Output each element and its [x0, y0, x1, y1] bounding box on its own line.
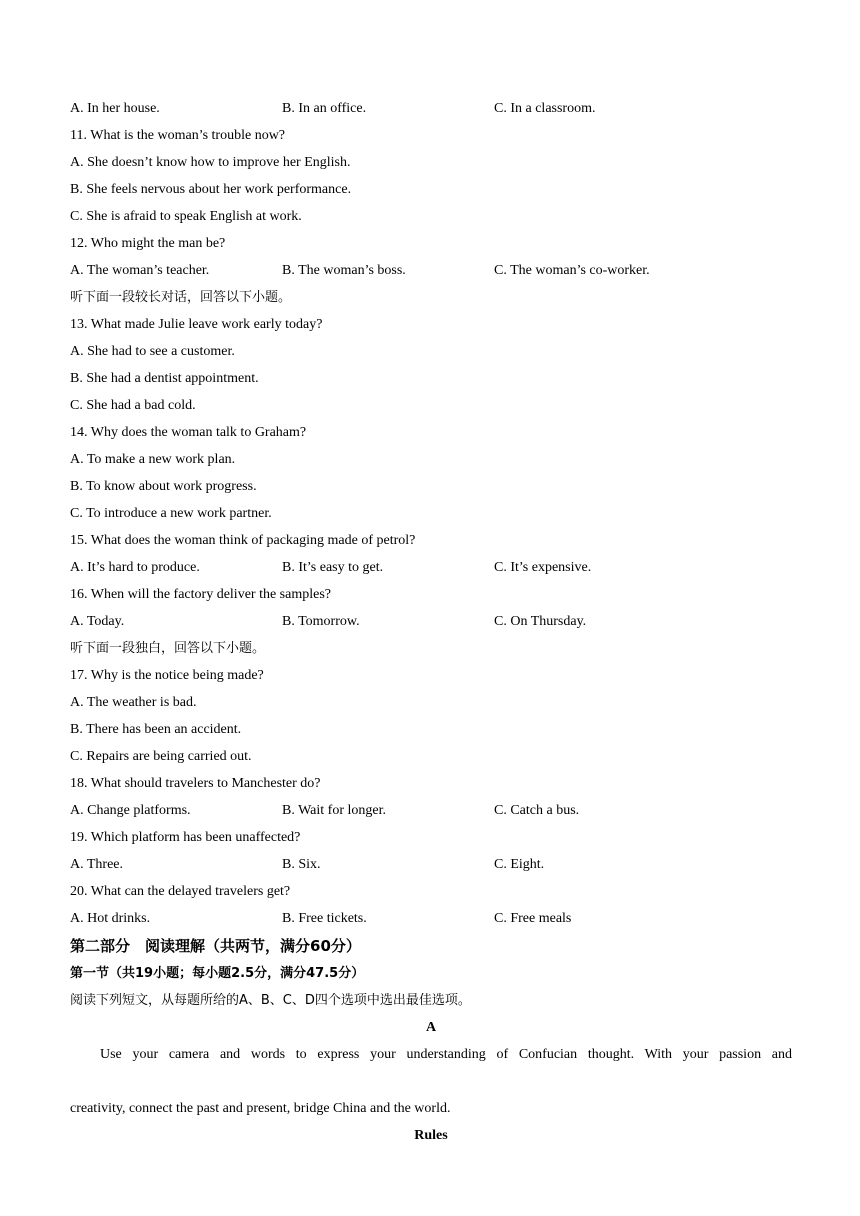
option-c: C. Catch a bus.	[494, 803, 580, 818]
q10-options	[70, 95, 792, 122]
option-b: B. Six.	[282, 857, 321, 872]
reading-instruction: 阅读下列短文，从每题所给的A、B、C、D四个选项中选出最佳选项。	[70, 993, 471, 1008]
option-b: B. In an office.	[282, 101, 367, 116]
option-a: A. The weather is bad.	[70, 695, 197, 710]
q20-options	[70, 905, 792, 932]
question-14: 14. Why does the woman talk to Graham?	[70, 425, 307, 440]
option-a: A. It’s hard to produce.	[70, 560, 200, 575]
option-b: B. Wait for longer.	[282, 803, 386, 818]
monologue-instruction: 听下面一段独白，回答以下小题。	[70, 641, 266, 656]
question-19: 19. Which platform has been unaffected?	[70, 830, 301, 845]
option-c: C. The woman’s co-worker.	[494, 263, 650, 278]
option-a: A. Today.	[70, 614, 125, 629]
q16-options	[70, 608, 792, 635]
q19-options	[70, 851, 792, 878]
option-c: C. Eight.	[494, 857, 545, 872]
option-c: C. In a classroom.	[494, 101, 596, 116]
question-17: 17. Why is the notice being made?	[70, 668, 264, 683]
passage-line-2: creativity, connect the past and present, bridge China and the world.	[70, 1101, 451, 1116]
option-c: C. On Thursday.	[494, 614, 587, 629]
passage-label: A	[425, 1020, 437, 1035]
option-b: B. She feels nervous about her work performance.	[70, 182, 352, 197]
option-b: B. Free tickets.	[282, 911, 367, 926]
question-11: 11. What is the woman’s trouble now?	[70, 128, 286, 143]
option-b: B. She had a dentist appointment.	[70, 371, 259, 386]
rules-heading: Rules	[414, 1128, 448, 1143]
option-c: C. She had a bad cold.	[70, 398, 196, 413]
option-c: C. Repairs are being carried out.	[70, 749, 252, 764]
option-a: A. In her house.	[70, 101, 160, 116]
option-c: C. Free meals	[494, 911, 572, 926]
option-a: A. To make a new work plan.	[70, 452, 236, 467]
option-a: A. Change platforms.	[70, 803, 191, 818]
option-c: C. It’s expensive.	[494, 560, 592, 575]
q15-options	[70, 554, 792, 581]
dialogue-instruction: 听下面一段较长对话，回答以下小题。	[70, 290, 292, 305]
option-b: B. There has been an accident.	[70, 722, 242, 737]
question-18: 18. What should travelers to Manchester do?	[70, 776, 321, 791]
question-20: 20. What can the delayed travelers get?	[70, 884, 291, 899]
option-b: B. The woman’s boss.	[282, 263, 406, 278]
option-b: B. It’s easy to get.	[282, 560, 384, 575]
question-12: 12. Who might the man be?	[70, 236, 226, 251]
option-c: C. To introduce a new work partner.	[70, 506, 272, 521]
question-16: 16. When will the factory deliver the samples?	[70, 587, 331, 602]
question-15: 15. What does the woman think of packaging made of petrol?	[70, 533, 416, 548]
question-13: 13. What made Julie leave work early today?	[70, 317, 323, 332]
q18-options	[70, 797, 792, 824]
passage-line-1: Use your camera and words to express your understanding of Confucian thought. With your passion and	[100, 1047, 792, 1062]
part-two-heading: 第二部分 阅读理解（共两节，满分60分）	[70, 937, 361, 955]
option-c: C. She is afraid to speak English at work.	[70, 209, 302, 224]
option-a: A. She had to see a customer.	[70, 344, 235, 359]
option-b: B. Tomorrow.	[282, 614, 360, 629]
exam-page	[70, 95, 792, 1149]
q12-options	[70, 257, 792, 284]
section-one-heading: 第一节（共19小题；每小题2.5分，满分47.5分）	[70, 966, 365, 981]
option-a: A. Three.	[70, 857, 123, 872]
option-a: A. She doesn’t know how to improve her English.	[70, 155, 351, 170]
option-b: B. To know about work progress.	[70, 479, 257, 494]
option-a: A. The woman’s teacher.	[70, 263, 210, 278]
option-a: A. Hot drinks.	[70, 911, 151, 926]
